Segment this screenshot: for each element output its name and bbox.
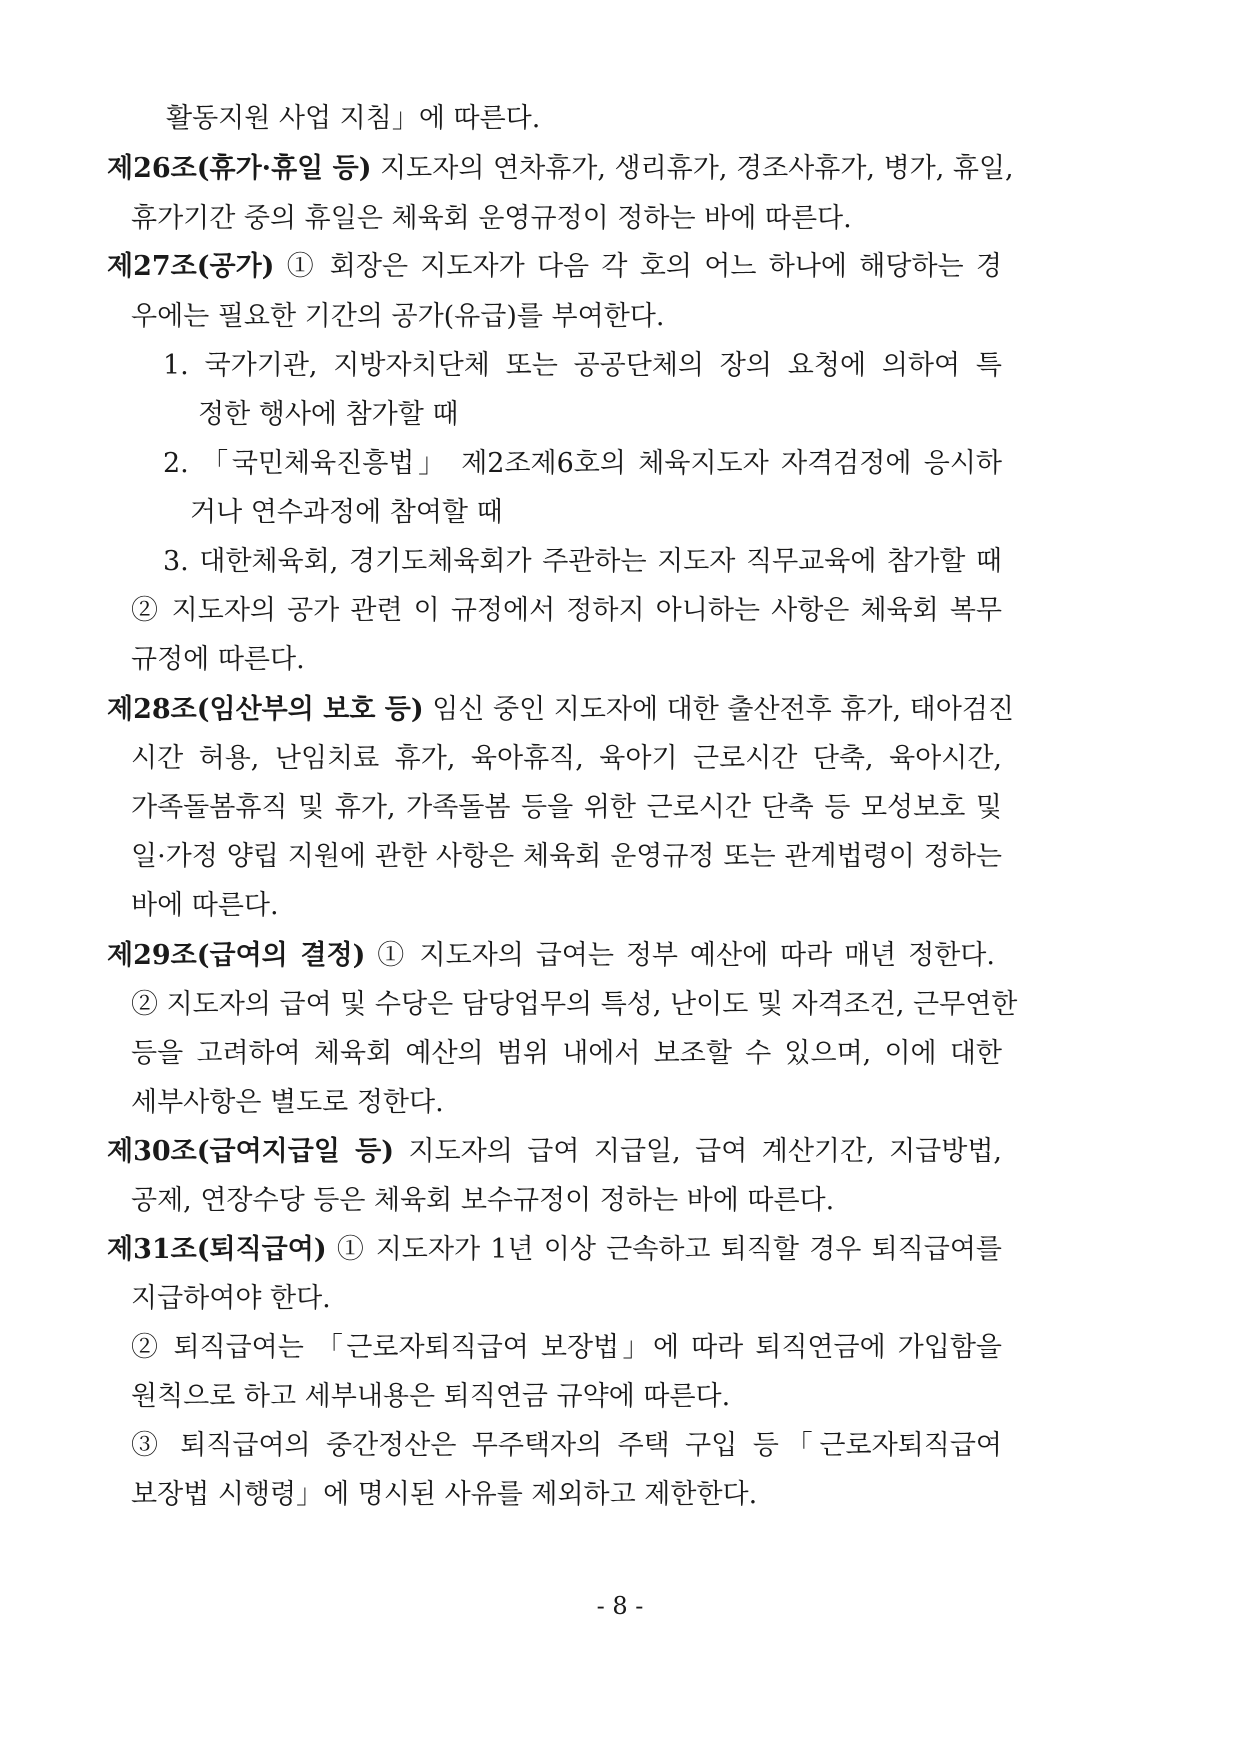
line-text: 시간 허용, 난임치료 휴가, 육아휴직, 육아기 근로시간 단축, 육아시간, — [131, 743, 1002, 774]
line-text: ② 퇴직급여는 「근로자퇴직급여 보장법」에 따라 퇴직연금에 가입함을 — [131, 1332, 1002, 1363]
page-number: - 8 - — [596, 1592, 644, 1620]
line-text: 규정에 따른다. — [131, 644, 305, 675]
text-line — [131, 1323, 1002, 1373]
line-text: 임신 중인 지도자에 대한 출산전후 휴가, 태아검진 — [432, 694, 1014, 725]
line-text: 공제, 연장수당 등은 체육회 보수규정이 정하는 바에 따른다. — [131, 1185, 835, 1216]
line-text: 일·가정 양립 지원에 관한 사항은 체육회 운영규정 또는 관계법령이 정하는 — [131, 841, 1002, 872]
line-text: 가족돌봄휴직 및 휴가, 가족돌봄 등을 위한 근로시간 단축 등 모성보호 및 — [131, 792, 1002, 823]
line-text: 우에는 필요한 기간의 공가(유급)를 부여한다. — [131, 301, 665, 332]
list-item — [163, 439, 1002, 489]
line-text: ① 지도자가 1년 이상 근속하고 퇴직할 경우 퇴직급여를 — [336, 1234, 1002, 1265]
article-31 — [107, 1225, 1002, 1275]
line-text: 활동지원 사업 지침」에 따른다. — [166, 103, 541, 134]
text-line — [131, 1372, 730, 1422]
article-26-title: 제26조(휴가·휴일 등) — [107, 153, 372, 184]
text-line — [131, 832, 1002, 882]
line-text: 정한 행사에 참가할 때 — [198, 399, 459, 430]
line-text: ② 지도자의 급여 및 수당은 담당업무의 특성, 난이도 및 자격조건, 근무연한 — [131, 989, 1018, 1020]
line-text: ③ 퇴직급여의 중간정산은 무주택자의 주택 구입 등「근로자퇴직급여 — [131, 1430, 1002, 1461]
text-line — [131, 1176, 834, 1226]
text-line — [131, 292, 664, 342]
text-line — [131, 635, 305, 685]
line-text: 지급하여야 한다. — [131, 1283, 331, 1314]
line-text: 3. 대한체육회, 경기도체육회가 주관하는 지도자 직무교육에 참가할 때 — [163, 546, 1002, 577]
list-item — [163, 341, 1002, 391]
article-31-title: 제31조(퇴직급여) — [107, 1234, 327, 1265]
line-text: 바에 따른다. — [131, 890, 279, 921]
article-26 — [107, 144, 1014, 194]
article-27-title: 제27조(공가) — [107, 251, 275, 282]
line-text: 2. 「국민체육진흥법」 제2조제6호의 체육지도자 자격검정에 응시하 — [163, 448, 1002, 479]
article-30-title: 제30조(급여지급일 등) — [107, 1136, 395, 1167]
article-30 — [107, 1127, 1002, 1177]
article-28-title: 제28조(임산부의 보호 등) — [107, 694, 424, 725]
line-text: 보장법 시행령」에 명시된 사유를 제외하고 제한한다. — [131, 1479, 758, 1510]
line-text: ① 지도자의 급여는 정부 예산에 따라 매년 정한다. — [377, 940, 995, 971]
text-line — [131, 1078, 444, 1128]
line-text: 세부사항은 별도로 정한다. — [131, 1087, 444, 1118]
line-text: 지도자의 연차휴가, 생리휴가, 경조사휴가, 병가, 휴일, — [380, 153, 1014, 184]
text-line — [190, 488, 503, 538]
text-line — [131, 881, 279, 931]
line-text: 등을 고려하여 체육회 예산의 범위 내에서 보조할 수 있으며, 이에 대한 — [131, 1038, 1002, 1069]
line-text: 1. 국가기관, 지방자치단체 또는 공공단체의 장의 요청에 의하여 특 — [163, 350, 1002, 381]
text-line — [131, 1421, 1002, 1471]
article-29 — [107, 931, 995, 981]
text-line — [131, 1029, 1002, 1079]
text-line — [131, 1470, 757, 1520]
text-line — [131, 1274, 331, 1324]
text-line — [131, 980, 1018, 1030]
line-text: 휴가기간 중의 휴일은 체육회 운영규정이 정하는 바에 따른다. — [131, 203, 852, 234]
text-line — [131, 783, 1002, 833]
article-28 — [107, 685, 1014, 735]
text-line — [0, 94, 540, 144]
text-line — [198, 390, 459, 440]
text-line — [131, 586, 1002, 636]
line-text: ① 회장은 지도자가 다음 각 호의 어느 하나에 해당하는 경 — [286, 251, 1002, 282]
list-item — [163, 537, 1002, 587]
article-29-title: 제29조(급여의 결정) — [107, 940, 366, 971]
line-text: ② 지도자의 공가 관련 이 규정에서 정하지 아니하는 사항은 체육회 복무 — [131, 595, 1002, 626]
text-line — [131, 734, 1002, 784]
line-text: 거나 연수과정에 참여할 때 — [190, 497, 503, 528]
text-line — [131, 194, 852, 244]
line-text: 원칙으로 하고 세부내용은 퇴직연금 규약에 따른다. — [131, 1381, 731, 1412]
line-text: 지도자의 급여 지급일, 급여 계산기간, 지급방법, — [408, 1136, 1003, 1167]
article-27 — [107, 242, 1002, 292]
